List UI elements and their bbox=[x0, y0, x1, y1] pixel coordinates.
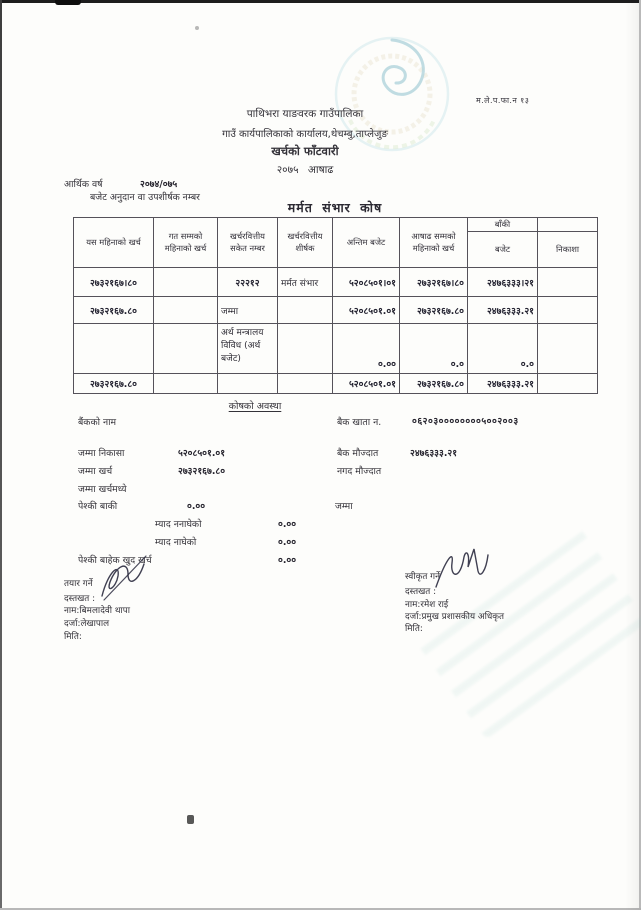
prepared-by-role: तयार गर्ने bbox=[64, 579, 93, 589]
fiscal-year-label: आर्थिक वर्ष bbox=[64, 179, 103, 190]
table-title: मर्मत संभार कोष bbox=[287, 200, 383, 215]
cell-release bbox=[538, 324, 598, 374]
approved-by-role: स्वीकृत गर्ने bbox=[405, 572, 440, 582]
table-header-row-top bbox=[74, 218, 598, 232]
approved-by-name: नाम:रमेश राई bbox=[405, 600, 449, 610]
table-total-row bbox=[74, 374, 598, 394]
cell-budget: २४७६३३३.२१ bbox=[468, 297, 538, 324]
col-header-upto-ashadh: आषाढ सम्मको महिनाको खर्च bbox=[400, 218, 468, 268]
cell-prev-months bbox=[154, 324, 218, 374]
approved-by-post: दर्जा:प्रमुख प्रशासकीय अधिकृत bbox=[405, 612, 505, 622]
of-total-expense-label: जम्मा खर्चमध्ये bbox=[78, 484, 127, 495]
scan-edge-blob bbox=[55, 0, 81, 5]
cell-this-month-total: २७३२१६७.८० bbox=[74, 374, 154, 394]
expired-label: म्याद नाघेको bbox=[155, 537, 197, 548]
col-header-this-month: यस महिनाको खर्च bbox=[74, 218, 154, 268]
cell-final-budget: ५२०८५०१.०१ bbox=[333, 297, 400, 324]
not-expired-value: ०.०० bbox=[278, 519, 297, 530]
not-expired-label: म्याद ननाघेको bbox=[155, 519, 202, 530]
prepared-by-post: दर्जा:लेखापाल bbox=[64, 619, 110, 629]
col-header-blank bbox=[538, 218, 598, 232]
cell-title: मर्मत संभार bbox=[278, 268, 333, 297]
table-row bbox=[74, 324, 598, 374]
advance-due-label: पेश्की बाकी bbox=[78, 501, 118, 512]
total-expense-label: जम्मा खर्च bbox=[78, 466, 113, 477]
approved-by-sign-label: दस्तखत : bbox=[405, 587, 437, 597]
col-header-final-budget: अन्तिम बजेट bbox=[333, 218, 400, 268]
form-code: म.ले.प.फा.न १३ bbox=[476, 96, 530, 105]
col-header-remaining: बाँकी bbox=[468, 218, 538, 232]
col-header-release: निकाशा bbox=[538, 232, 598, 268]
cell-release bbox=[538, 268, 598, 297]
net-expense-value: ०.०० bbox=[278, 555, 297, 566]
bank-account-label: बैक खाता न. bbox=[337, 417, 382, 428]
cell-title bbox=[278, 297, 333, 324]
col-header-budget: बजेट bbox=[468, 232, 538, 268]
cell-code: जम्मा bbox=[218, 297, 278, 324]
cell-final-budget: ५२०८५०१।०१ bbox=[333, 268, 400, 297]
cell-upto-ashadh-total: २७३२१६७.८० bbox=[400, 374, 468, 394]
prepared-by-sign-label: दस्तखत : bbox=[64, 594, 96, 604]
cell-budget: ०.० bbox=[468, 324, 538, 374]
org-name: पाथिभरा याङवरक गाउँपालिका bbox=[246, 108, 364, 120]
bank-balance-value: २४७६३३३.२१ bbox=[410, 448, 458, 459]
cell-budget-total: २४७६३३३.२१ bbox=[468, 374, 538, 394]
bank-account-value: ०६२०३००००००००५००२००३ bbox=[412, 416, 519, 427]
document-title: खर्चको फाँटवारी bbox=[271, 144, 339, 158]
prepared-by-name: नाम:बिमलादेवी थापा bbox=[64, 606, 131, 616]
cell-title bbox=[278, 374, 333, 394]
budget-line-label: बजेट अनुदान वा उपशीर्षक नम्बर bbox=[90, 192, 200, 203]
col-header-code-number: खर्चरवित्तीय सकेत नम्बर bbox=[218, 218, 278, 268]
cell-upto-ashadh: २७३२१६७।८० bbox=[400, 268, 468, 297]
cell-final-budget-total: ५२०८५०१.०१ bbox=[333, 374, 400, 394]
cell-code: अर्थ मन्त्रालय विविध (अर्थ बजेट) bbox=[218, 324, 278, 374]
prepared-by-date-label: मिति: bbox=[64, 632, 82, 642]
cell-release bbox=[538, 297, 598, 324]
cell-code: २२२१२ bbox=[218, 268, 278, 297]
cell-prev-months bbox=[154, 297, 218, 324]
total-expense-value: २७३२१६७.८० bbox=[178, 466, 226, 477]
col-header-expense-title: खर्चरवित्तीय शीर्षक bbox=[278, 218, 333, 268]
cell-prev-months bbox=[154, 374, 218, 394]
scan-edge-left bbox=[0, 0, 2, 910]
cash-balance-label: नगद मौज्दात bbox=[337, 466, 382, 477]
expired-value: ०.०० bbox=[278, 537, 297, 548]
bank-name-label: बैंकको नाम bbox=[78, 417, 117, 428]
prepared-signature-icon bbox=[92, 552, 164, 604]
office-address: गाउँ कार्यपालिकाको कार्यालय,थेचम्बु,ताप्लेजुङ bbox=[222, 129, 388, 140]
scan-speck bbox=[195, 26, 199, 30]
net-expense-label: पेश्की बाहेक खुद खर्च bbox=[78, 555, 152, 566]
scan-shade-right bbox=[625, 0, 641, 910]
scan-edge-top bbox=[0, 0, 641, 3]
cell-final-budget: ०.०० bbox=[333, 324, 400, 374]
fiscal-year-value: २०७४/०७५ bbox=[140, 179, 178, 190]
cell-title bbox=[278, 324, 333, 374]
cell-this-month: २७३२१६७।८० bbox=[74, 268, 154, 297]
col-header-prev-months: गत सम्मको महिनाको खर्च bbox=[154, 218, 218, 268]
total-label: जम्मा bbox=[335, 501, 353, 512]
total-release-value: ५२०८५०१.०१ bbox=[178, 448, 226, 459]
cell-this-month: २७३२१६७.८० bbox=[74, 297, 154, 324]
approved-by-date-label: मिति: bbox=[405, 624, 423, 634]
cell-upto-ashadh: ०.० bbox=[400, 324, 468, 374]
bank-balance-label: बैक मौज्दात bbox=[337, 448, 379, 459]
cell-release bbox=[538, 374, 598, 394]
table-row bbox=[74, 268, 598, 297]
cell-upto-ashadh: २७३२१६७.८० bbox=[400, 297, 468, 324]
total-release-label: जम्मा निकासा bbox=[78, 448, 125, 459]
cell-code bbox=[218, 374, 278, 394]
cell-prev-months bbox=[154, 268, 218, 297]
ink-smudge bbox=[187, 815, 194, 824]
report-period: २०७५ आषाढ bbox=[276, 164, 334, 176]
fund-status-title: कोषको अवस्था bbox=[228, 401, 282, 412]
advance-due-value: ०.०० bbox=[187, 501, 206, 512]
expenditure-table bbox=[73, 217, 598, 394]
cell-this-month bbox=[74, 324, 154, 374]
table-row bbox=[74, 297, 598, 324]
approved-signature-icon bbox=[428, 545, 494, 595]
cell-budget: २४७६३३३।२१ bbox=[468, 268, 538, 297]
